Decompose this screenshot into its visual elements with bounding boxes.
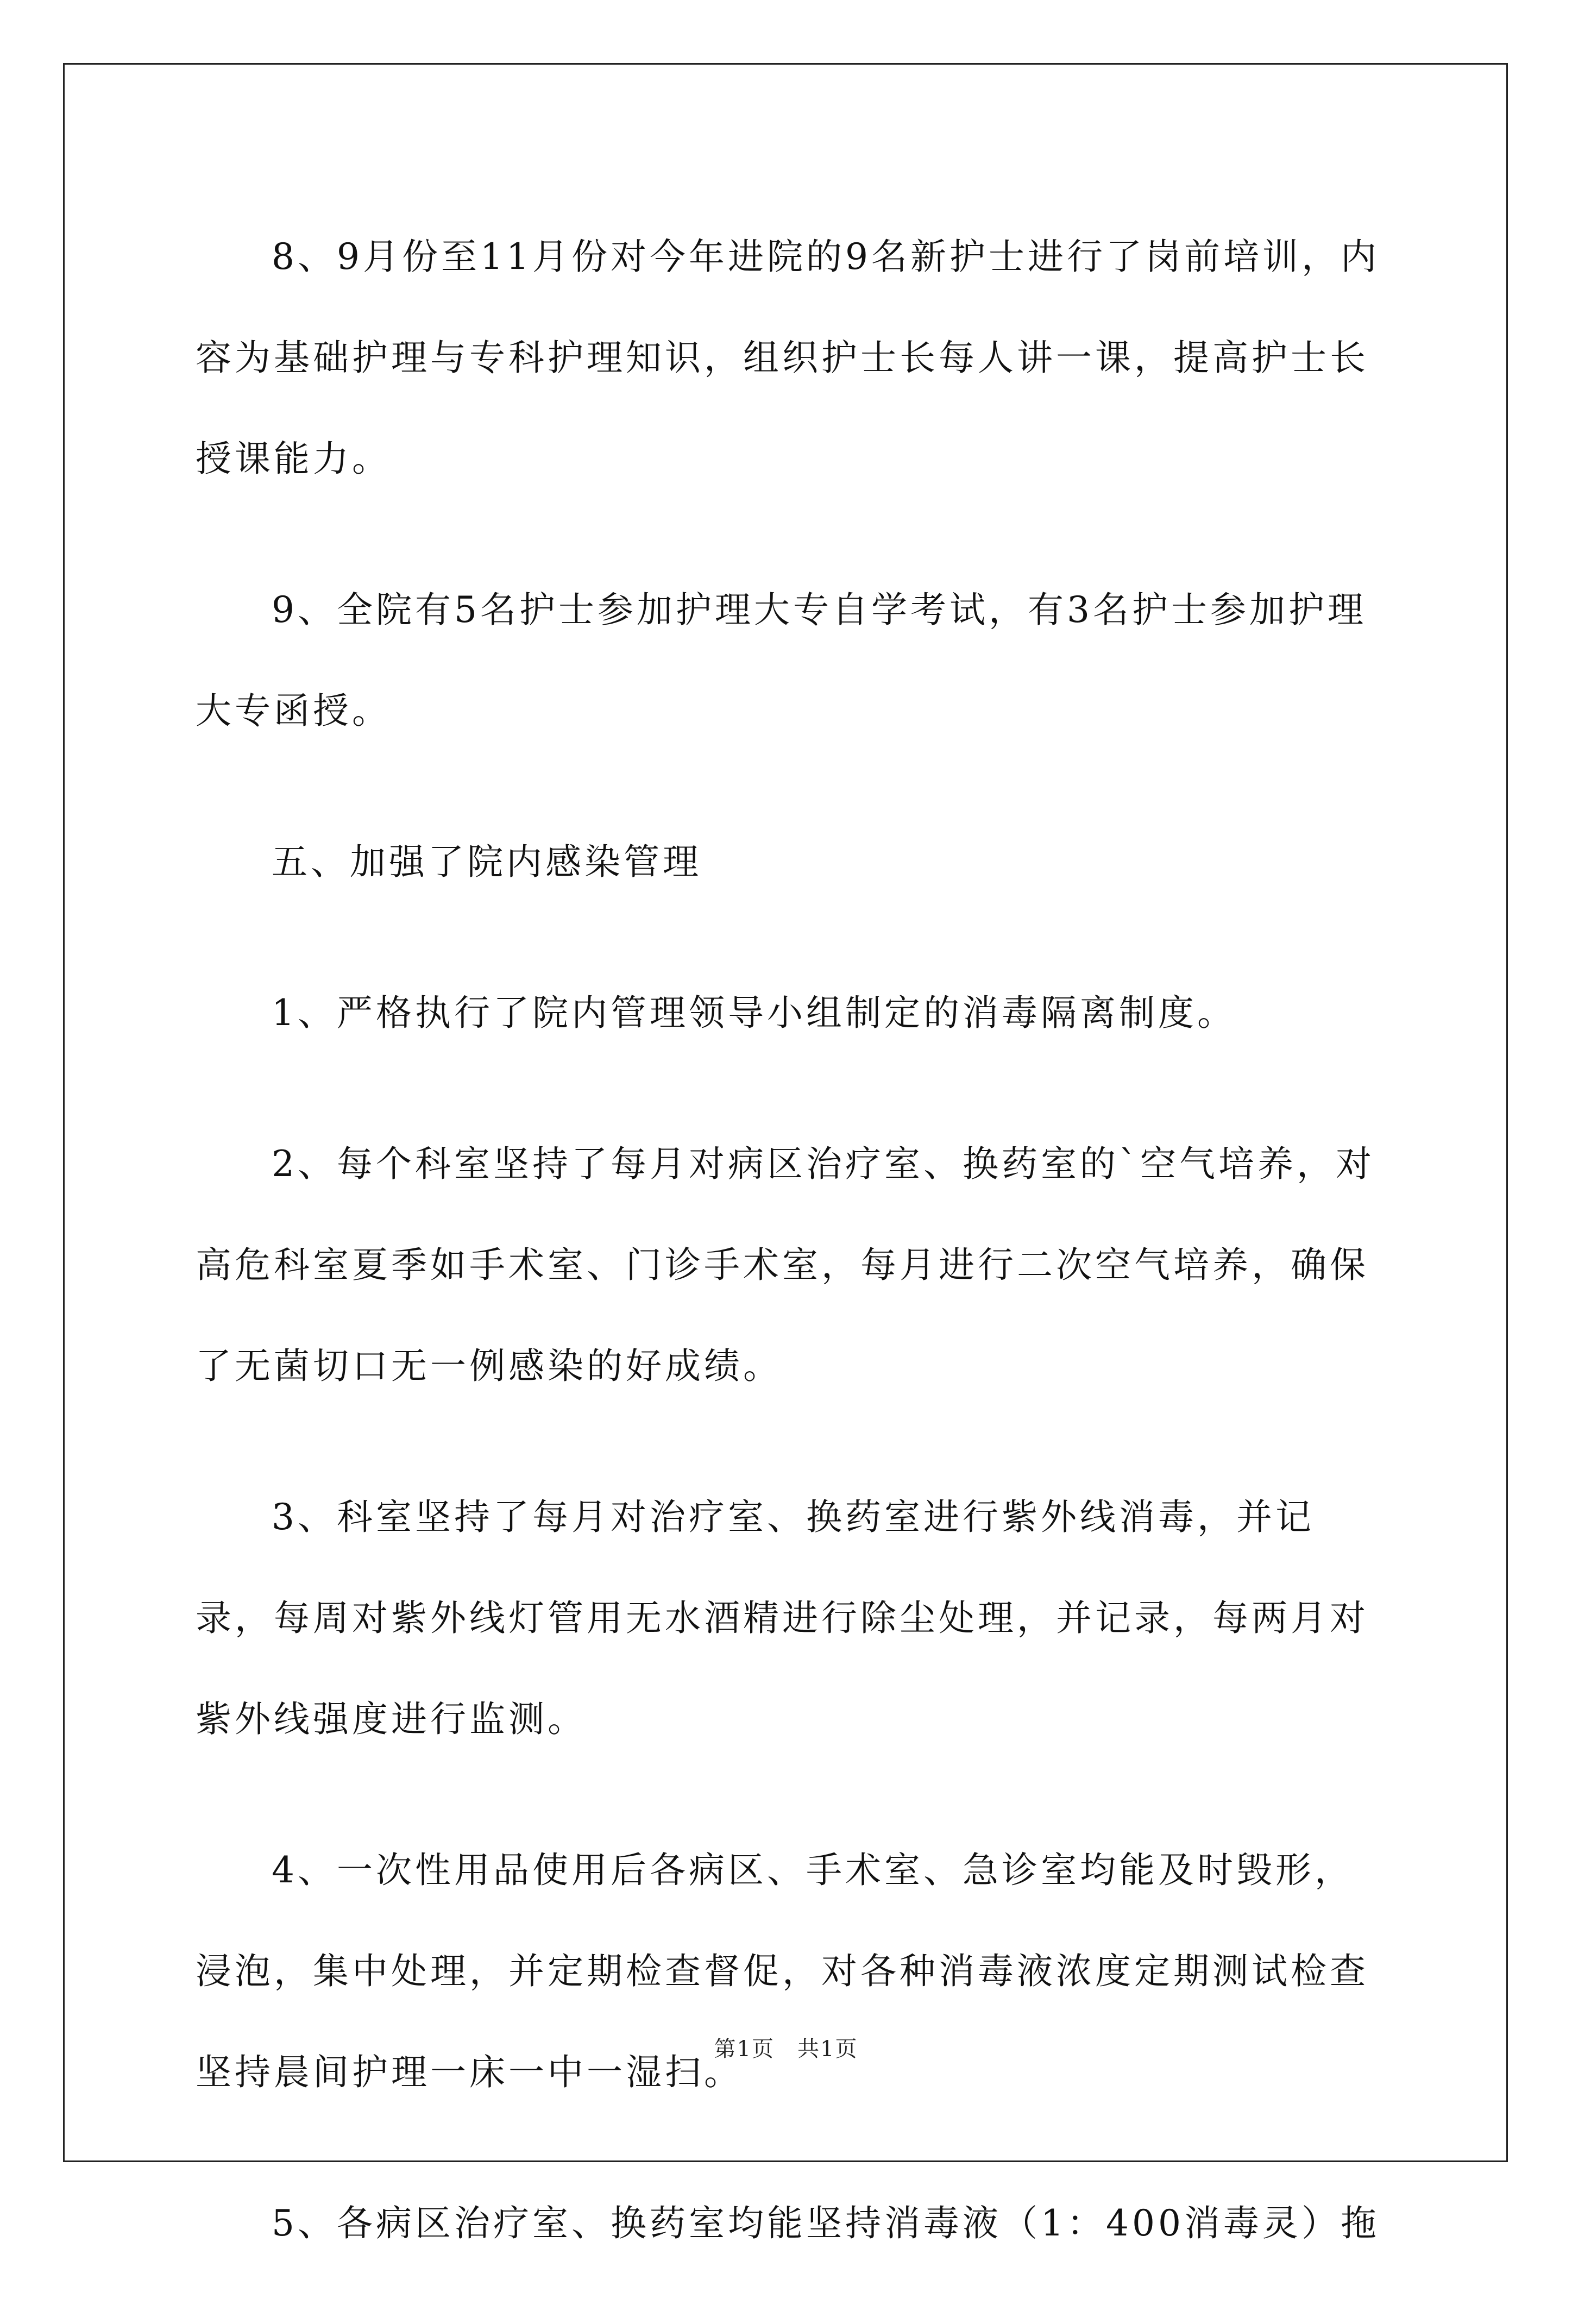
paragraph-item-4: 4、一次性用品使用后各病区、手术室、急诊室均能及时毁形，浸泡，集中处理，并定期检查督促，对各种消毒液浓度定期测试检查坚持晨间护理一床一中一湿扫。 (196, 1849, 1369, 2093)
document-body (196, 206, 1380, 2324)
paragraph-item-1: 1、严格执行了院内管理领导小组制定的消毒隔离制度。 (272, 992, 1236, 1034)
paragraph-item-2: 2、每个科室坚持了每月对病区治疗室、换药室的`空气培养，对高危科室夏季如手术室、门诊手术室，每月进行二次空气培养，确保了无菌切口无一例感染的好成绩。 (196, 1143, 1375, 1387)
paragraph-item-3: 3、科室坚持了每月对治疗室、换药室进行紫外线消毒，并记录，每周对紫外线灯管用无水酒精进行除尘处理，并记录，每两月对紫外线强度进行监测。 (196, 1496, 1369, 1740)
paragraph-item-9: 9、全院有5名护士参加护理大专自学考试，有3名护士参加护理大专函授。 (196, 589, 1367, 732)
section-heading-infection-control: 五、加强了院内感染管理 (272, 841, 702, 883)
paragraph-item-8: 8、9月份至11月份对今年进院的9名新护士进行了岗前培训，内容为基础护理与专科护理知识，组织护士长每人讲一课，提高护士长授课能力。 (196, 236, 1380, 480)
page-number-footer: 第1页 共1页 (714, 2037, 858, 2062)
paragraph-item-5: 5、各病区治疗室、换药室均能坚持消毒液（1：400消毒灵）拖 (272, 2202, 1380, 2244)
